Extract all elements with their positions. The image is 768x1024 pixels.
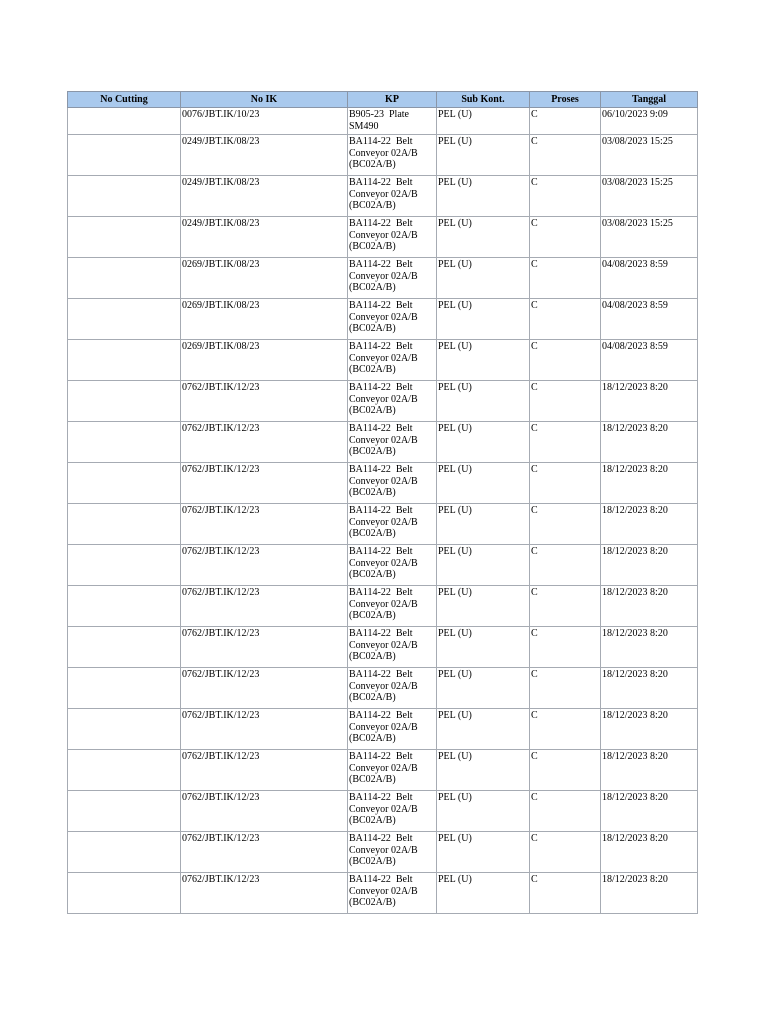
cell-sub-kont: PEL (U) <box>437 545 530 586</box>
cell-no-cutting <box>68 258 181 299</box>
cell-proses: C <box>530 545 601 586</box>
cell-sub-kont: PEL (U) <box>437 422 530 463</box>
cell-tanggal: 04/08/2023 8:59 <box>601 340 698 381</box>
table-row <box>68 381 698 422</box>
cell-tanggal: 18/12/2023 8:20 <box>601 750 698 791</box>
cell-kp: BA114-22 Belt Conveyor 02A/B (BC02A/B) <box>348 463 437 504</box>
cell-proses: C <box>530 832 601 873</box>
cell-kp: BA114-22 Belt Conveyor 02A/B (BC02A/B) <box>348 873 437 914</box>
cell-proses: C <box>530 176 601 217</box>
cell-tanggal: 18/12/2023 8:20 <box>601 873 698 914</box>
cell-kp: BA114-22 Belt Conveyor 02A/B (BC02A/B) <box>348 217 437 258</box>
cell-tanggal: 18/12/2023 8:20 <box>601 791 698 832</box>
table-row <box>68 750 698 791</box>
header-no-cutting: No Cutting <box>68 92 181 108</box>
cell-no-cutting <box>68 176 181 217</box>
cell-kp: BA114-22 Belt Conveyor 02A/B (BC02A/B) <box>348 135 437 176</box>
cell-sub-kont: PEL (U) <box>437 709 530 750</box>
cell-sub-kont: PEL (U) <box>437 668 530 709</box>
cell-kp: BA114-22 Belt Conveyor 02A/B (BC02A/B) <box>348 791 437 832</box>
cell-no-ik: 0762/JBT.IK/12/23 <box>181 586 348 627</box>
cell-tanggal: 03/08/2023 15:25 <box>601 176 698 217</box>
cell-proses: C <box>530 627 601 668</box>
cell-proses: C <box>530 381 601 422</box>
cell-kp: BA114-22 Belt Conveyor 02A/B (BC02A/B) <box>348 422 437 463</box>
cell-sub-kont: PEL (U) <box>437 299 530 340</box>
cell-sub-kont: PEL (U) <box>437 176 530 217</box>
header-no-ik: No IK <box>181 92 348 108</box>
cell-no-cutting <box>68 873 181 914</box>
table-row <box>68 463 698 504</box>
cell-no-ik: 0762/JBT.IK/12/23 <box>181 422 348 463</box>
cell-no-cutting <box>68 504 181 545</box>
table-row <box>68 217 698 258</box>
cell-proses: C <box>530 750 601 791</box>
cell-kp: BA114-22 Belt Conveyor 02A/B (BC02A/B) <box>348 750 437 791</box>
cell-tanggal: 03/08/2023 15:25 <box>601 135 698 176</box>
table-row <box>68 299 698 340</box>
table-row <box>68 668 698 709</box>
cell-sub-kont: PEL (U) <box>437 873 530 914</box>
cell-proses: C <box>530 586 601 627</box>
table-row <box>68 135 698 176</box>
cell-kp: BA114-22 Belt Conveyor 02A/B (BC02A/B) <box>348 668 437 709</box>
cell-proses: C <box>530 873 601 914</box>
table-header <box>68 92 698 108</box>
table-row <box>68 873 698 914</box>
cell-no-ik: 0249/JBT.IK/08/23 <box>181 176 348 217</box>
cell-no-cutting <box>68 586 181 627</box>
cell-sub-kont: PEL (U) <box>437 108 530 135</box>
cell-tanggal: 18/12/2023 8:20 <box>601 422 698 463</box>
cell-tanggal: 18/12/2023 8:20 <box>601 381 698 422</box>
cell-proses: C <box>530 340 601 381</box>
header-row <box>68 92 698 108</box>
cell-sub-kont: PEL (U) <box>437 504 530 545</box>
header-sub-kont: Sub Kont. <box>437 92 530 108</box>
cell-proses: C <box>530 709 601 750</box>
cell-no-cutting <box>68 463 181 504</box>
cell-kp: BA114-22 Belt Conveyor 02A/B (BC02A/B) <box>348 258 437 299</box>
cell-no-ik: 0269/JBT.IK/08/23 <box>181 299 348 340</box>
cell-no-ik: 0249/JBT.IK/08/23 <box>181 217 348 258</box>
cell-sub-kont: PEL (U) <box>437 627 530 668</box>
cell-no-ik: 0762/JBT.IK/12/23 <box>181 791 348 832</box>
cell-no-cutting <box>68 627 181 668</box>
table-body <box>68 108 698 914</box>
cell-sub-kont: PEL (U) <box>437 750 530 791</box>
cell-tanggal: 18/12/2023 8:20 <box>601 709 698 750</box>
cell-no-ik: 0249/JBT.IK/08/23 <box>181 135 348 176</box>
cell-tanggal: 06/10/2023 9:09 <box>601 108 698 135</box>
cell-proses: C <box>530 108 601 135</box>
cell-no-cutting <box>68 832 181 873</box>
cell-sub-kont: PEL (U) <box>437 135 530 176</box>
cell-sub-kont: PEL (U) <box>437 381 530 422</box>
table-row <box>68 340 698 381</box>
table-row <box>68 627 698 668</box>
cell-proses: C <box>530 791 601 832</box>
table-row <box>68 176 698 217</box>
cell-proses: C <box>530 217 601 258</box>
cell-proses: C <box>530 668 601 709</box>
cell-no-cutting <box>68 709 181 750</box>
cell-sub-kont: PEL (U) <box>437 586 530 627</box>
cell-kp: BA114-22 Belt Conveyor 02A/B (BC02A/B) <box>348 176 437 217</box>
cell-no-ik: 0269/JBT.IK/08/23 <box>181 258 348 299</box>
cell-tanggal: 18/12/2023 8:20 <box>601 832 698 873</box>
cell-no-ik: 0762/JBT.IK/12/23 <box>181 832 348 873</box>
cell-tanggal: 04/08/2023 8:59 <box>601 258 698 299</box>
header-proses: Proses <box>530 92 601 108</box>
cell-kp: BA114-22 Belt Conveyor 02A/B (BC02A/B) <box>348 545 437 586</box>
cell-no-ik: 0762/JBT.IK/12/23 <box>181 381 348 422</box>
cell-proses: C <box>530 463 601 504</box>
table-row <box>68 709 698 750</box>
cell-kp: BA114-22 Belt Conveyor 02A/B (BC02A/B) <box>348 832 437 873</box>
cell-kp: BA114-22 Belt Conveyor 02A/B (BC02A/B) <box>348 299 437 340</box>
cutting-report-table <box>67 91 698 914</box>
cell-proses: C <box>530 422 601 463</box>
cell-tanggal: 03/08/2023 15:25 <box>601 217 698 258</box>
cell-no-cutting <box>68 108 181 135</box>
cell-no-cutting <box>68 340 181 381</box>
cell-tanggal: 18/12/2023 8:20 <box>601 627 698 668</box>
table-row <box>68 504 698 545</box>
cell-no-cutting <box>68 135 181 176</box>
table-row <box>68 586 698 627</box>
cell-kp: BA114-22 Belt Conveyor 02A/B (BC02A/B) <box>348 627 437 668</box>
cell-sub-kont: PEL (U) <box>437 791 530 832</box>
cell-no-cutting <box>68 299 181 340</box>
cell-tanggal: 18/12/2023 8:20 <box>601 463 698 504</box>
cell-no-ik: 0762/JBT.IK/12/23 <box>181 504 348 545</box>
cell-sub-kont: PEL (U) <box>437 258 530 299</box>
cell-no-ik: 0762/JBT.IK/12/23 <box>181 627 348 668</box>
cell-proses: C <box>530 299 601 340</box>
cell-no-ik: 0762/JBT.IK/12/23 <box>181 709 348 750</box>
cell-no-ik: 0762/JBT.IK/12/23 <box>181 545 348 586</box>
cell-tanggal: 18/12/2023 8:20 <box>601 545 698 586</box>
cell-kp: BA114-22 Belt Conveyor 02A/B (BC02A/B) <box>348 504 437 545</box>
cell-no-ik: 0762/JBT.IK/12/23 <box>181 668 348 709</box>
cell-tanggal: 18/12/2023 8:20 <box>601 668 698 709</box>
table-row <box>68 108 698 135</box>
cell-no-cutting <box>68 422 181 463</box>
cell-no-ik: 0762/JBT.IK/12/23 <box>181 750 348 791</box>
cell-no-cutting <box>68 668 181 709</box>
cell-sub-kont: PEL (U) <box>437 463 530 504</box>
table-row <box>68 791 698 832</box>
cell-sub-kont: PEL (U) <box>437 340 530 381</box>
table-row <box>68 832 698 873</box>
cell-no-cutting <box>68 381 181 422</box>
cell-kp: BA114-22 Belt Conveyor 02A/B (BC02A/B) <box>348 340 437 381</box>
cell-kp: BA114-22 Belt Conveyor 02A/B (BC02A/B) <box>348 709 437 750</box>
table-row <box>68 545 698 586</box>
cell-no-ik: 0076/JBT.IK/10/23 <box>181 108 348 135</box>
cell-kp: B905-23 Plate SM490 <box>348 108 437 135</box>
table-row <box>68 422 698 463</box>
header-tanggal: Tanggal <box>601 92 698 108</box>
cell-no-ik: 0269/JBT.IK/08/23 <box>181 340 348 381</box>
cell-no-cutting <box>68 791 181 832</box>
table-row <box>68 258 698 299</box>
cell-proses: C <box>530 504 601 545</box>
cell-no-ik: 0762/JBT.IK/12/23 <box>181 463 348 504</box>
cell-kp: BA114-22 Belt Conveyor 02A/B (BC02A/B) <box>348 586 437 627</box>
cell-tanggal: 18/12/2023 8:20 <box>601 504 698 545</box>
header-kp: KP <box>348 92 437 108</box>
cell-tanggal: 04/08/2023 8:59 <box>601 299 698 340</box>
cell-tanggal: 18/12/2023 8:20 <box>601 586 698 627</box>
cell-sub-kont: PEL (U) <box>437 832 530 873</box>
cell-no-cutting <box>68 750 181 791</box>
cell-no-cutting <box>68 545 181 586</box>
cell-no-cutting <box>68 217 181 258</box>
cell-sub-kont: PEL (U) <box>437 217 530 258</box>
cell-kp: BA114-22 Belt Conveyor 02A/B (BC02A/B) <box>348 381 437 422</box>
cell-proses: C <box>530 258 601 299</box>
cell-proses: C <box>530 135 601 176</box>
cell-no-ik: 0762/JBT.IK/12/23 <box>181 873 348 914</box>
